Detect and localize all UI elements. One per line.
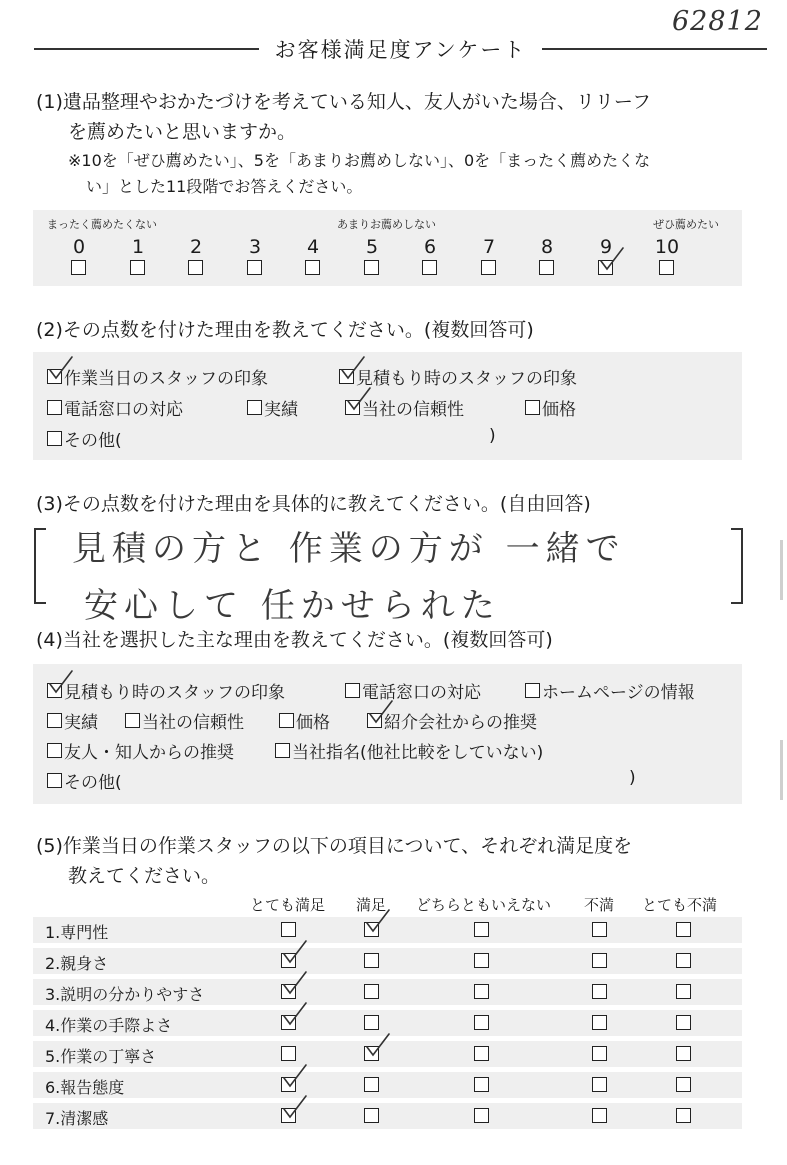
- rating-checkbox[interactable]: [364, 922, 379, 937]
- scale-checkbox-0[interactable]: [71, 260, 86, 275]
- table-row: [33, 1041, 742, 1067]
- option-label: ホームページの情報: [542, 683, 695, 703]
- q2-options-area: [33, 352, 742, 460]
- rating-checkbox[interactable]: [474, 1015, 489, 1030]
- scale-number-1: 1: [131, 236, 145, 258]
- q2-option-2[interactable]: [339, 364, 577, 389]
- q3-answer-line2: 安心して 任かせられた: [84, 586, 501, 626]
- q4-option-8[interactable]: [47, 738, 234, 763]
- rating-checkbox[interactable]: [474, 1077, 489, 1092]
- rating-checkbox[interactable]: [592, 1046, 607, 1061]
- scale-checkbox-6[interactable]: [422, 260, 437, 275]
- q5-text-line1: (5)作業当日の作業スタッフの以下の項目について、それぞれ満足度を: [36, 835, 633, 857]
- q4-option-9[interactable]: [275, 738, 543, 763]
- row-label: 7.清潔感: [45, 1109, 109, 1128]
- rating-checkbox[interactable]: [592, 1077, 607, 1092]
- q1-note-line1: ※10を「ぜひ薦めたい」、5を「あまりお薦めしない」、0を「まったく薦めたくな: [68, 151, 651, 170]
- q2-option-1[interactable]: [47, 364, 268, 389]
- q4-option-3[interactable]: [525, 678, 695, 703]
- rating-checkbox[interactable]: [592, 984, 607, 999]
- scale-label-low: まったく薦めたくない: [47, 218, 157, 231]
- q4-option-1[interactable]: [47, 678, 285, 703]
- rating-checkbox[interactable]: [676, 1108, 691, 1123]
- option-label: 実績: [264, 400, 298, 420]
- checkbox[interactable]: [47, 400, 62, 415]
- rating-checkbox[interactable]: [364, 984, 379, 999]
- q2-other-close: [489, 426, 496, 446]
- rating-checkbox[interactable]: [474, 1046, 489, 1061]
- col-neutral: どちらともいえない: [416, 896, 552, 914]
- q1-scale-area: [33, 210, 742, 286]
- scale-number-5: 5: [365, 236, 379, 258]
- rating-checkbox[interactable]: [364, 1077, 379, 1092]
- col-satisfied: 満足: [356, 896, 387, 914]
- scale-number-4: 4: [306, 236, 320, 258]
- rating-checkbox[interactable]: [474, 1108, 489, 1123]
- scale-number-6: 6: [423, 236, 437, 258]
- rating-checkbox[interactable]: [676, 984, 691, 999]
- rating-checkbox[interactable]: [364, 1015, 379, 1030]
- q4-other-close: [629, 768, 636, 788]
- q4-option-10[interactable]: [47, 768, 122, 793]
- scale-checkbox-10[interactable]: [659, 260, 674, 275]
- table-row: [33, 1103, 742, 1129]
- title-rule-right: [542, 48, 767, 50]
- q4-text: (4)当社を選択した主な理由を教えてください。(複数回答可): [36, 629, 553, 651]
- col-dissatisfied: 不満: [584, 896, 615, 914]
- col-very-satisfied: とても満足: [250, 896, 326, 914]
- checkbox[interactable]: [47, 773, 62, 788]
- rating-checkbox[interactable]: [364, 1046, 379, 1061]
- scale-label-high: ぜひ薦めたい: [653, 218, 719, 231]
- close-paren: ): [629, 768, 636, 788]
- row-label: 3.説明の分かりやすさ: [45, 985, 205, 1004]
- option-label: 当社指名(他社比較をしていない): [292, 743, 544, 763]
- q4-option-5[interactable]: [125, 708, 244, 733]
- option-label: 作業当日のスタッフの印象: [64, 369, 268, 389]
- q3-text: (3)その点数を付けた理由を具体的に教えてください。(自由回答): [36, 493, 591, 515]
- rating-checkbox[interactable]: [676, 1015, 691, 1030]
- table-row: [33, 948, 742, 974]
- option-label: 当社の信頼性: [142, 713, 244, 733]
- row-label: 2.親身さ: [45, 954, 109, 973]
- close-paren: ): [489, 426, 496, 446]
- survey-title-row: [34, 34, 767, 64]
- option-label: その他(: [64, 773, 122, 793]
- q2-option-5[interactable]: [345, 395, 464, 420]
- checkbox[interactable]: [47, 369, 62, 384]
- scale-number-8: 8: [540, 236, 554, 258]
- scale-checkbox-3[interactable]: [247, 260, 262, 275]
- rating-checkbox[interactable]: [281, 1077, 296, 1092]
- rating-checkbox[interactable]: [281, 953, 296, 968]
- table-row: [33, 1072, 742, 1098]
- q2-option-4[interactable]: [247, 395, 298, 420]
- option-label: 見積もり時のスタッフの印象: [64, 683, 285, 703]
- rating-checkbox[interactable]: [281, 1046, 296, 1061]
- rating-checkbox[interactable]: [676, 922, 691, 937]
- table-row: [33, 979, 742, 1005]
- scale-checkbox-7[interactable]: [481, 260, 496, 275]
- checkbox[interactable]: [47, 431, 62, 446]
- rating-checkbox[interactable]: [474, 984, 489, 999]
- q2-option-7[interactable]: [47, 426, 122, 451]
- q5-text-line2: 教えてください。: [68, 865, 221, 887]
- rating-checkbox[interactable]: [281, 922, 296, 937]
- scale-checkbox-5[interactable]: [364, 260, 379, 275]
- rating-checkbox[interactable]: [592, 953, 607, 968]
- survey-title: お客様満足度アンケート: [274, 38, 527, 62]
- scale-checkbox-2[interactable]: [188, 260, 203, 275]
- q1-note-line2: い」とした11段階でお答えください。: [86, 177, 363, 196]
- option-label: 価格: [296, 713, 330, 733]
- scale-number-10: 10: [654, 236, 680, 258]
- rating-checkbox[interactable]: [676, 1077, 691, 1092]
- option-label: その他(: [64, 431, 122, 451]
- checkbox[interactable]: [125, 713, 140, 728]
- checkbox[interactable]: [339, 369, 354, 384]
- option-label: 当社の信頼性: [362, 400, 464, 420]
- bracket-left: [34, 528, 46, 604]
- checkbox[interactable]: [279, 713, 294, 728]
- q4-option-7[interactable]: [367, 708, 537, 733]
- checkbox[interactable]: [367, 713, 382, 728]
- scale-number-7: 7: [482, 236, 496, 258]
- scale-checkbox-8[interactable]: [539, 260, 554, 275]
- q3-answer-line1: 見積の方と 作業の方が 一緒で: [72, 529, 626, 569]
- rating-checkbox[interactable]: [474, 922, 489, 937]
- checkbox[interactable]: [525, 683, 540, 698]
- q2-option-3[interactable]: [47, 395, 183, 420]
- rating-checkbox[interactable]: [592, 922, 607, 937]
- q2-option-6[interactable]: [525, 395, 576, 420]
- row-label: 1.専門性: [45, 923, 109, 942]
- scale-number-3: 3: [248, 236, 262, 258]
- q1-text-line2: を薦めたいと思いますか。: [68, 121, 297, 143]
- option-label: 価格: [542, 400, 576, 420]
- scale-number-9: 9: [599, 236, 613, 258]
- title-rule-left: [34, 48, 259, 50]
- page-edge-mark: [780, 740, 783, 800]
- bracket-right: [731, 528, 743, 604]
- scale-label-mid: あまりお薦めしない: [337, 218, 436, 231]
- scale-number-0: 0: [72, 236, 86, 258]
- rating-checkbox[interactable]: [676, 1046, 691, 1061]
- q4-options-area: [33, 664, 742, 804]
- col-very-dissatisfied: とても不満: [642, 896, 718, 914]
- option-label: 紹介会社からの推奨: [384, 713, 537, 733]
- rating-checkbox[interactable]: [676, 953, 691, 968]
- q4-option-6[interactable]: [279, 708, 330, 733]
- q4-option-4[interactable]: [47, 708, 98, 733]
- page-edge-mark: [780, 540, 783, 600]
- checkbox[interactable]: [47, 743, 62, 758]
- rating-checkbox[interactable]: [474, 953, 489, 968]
- document-number: 62812: [672, 6, 763, 37]
- checkbox[interactable]: [525, 400, 540, 415]
- option-label: 見積もり時のスタッフの印象: [356, 369, 577, 389]
- checkbox[interactable]: [247, 400, 262, 415]
- option-label: 実績: [64, 713, 98, 733]
- scale-number-2: 2: [189, 236, 203, 258]
- checkbox[interactable]: [345, 683, 360, 698]
- checkbox[interactable]: [47, 713, 62, 728]
- scale-checkbox-4[interactable]: [305, 260, 320, 275]
- rating-checkbox[interactable]: [281, 1015, 296, 1030]
- q1-text-line1: (1)遺品整理やおかたづけを考えている知人、友人がいた場合、リリーフ: [36, 91, 651, 113]
- option-label: 電話窓口の対応: [64, 400, 183, 420]
- rating-checkbox[interactable]: [281, 1108, 296, 1123]
- option-label: 電話窓口の対応: [362, 683, 481, 703]
- rating-checkbox[interactable]: [592, 1108, 607, 1123]
- scale-checkbox-1[interactable]: [130, 260, 145, 275]
- checkbox[interactable]: [47, 683, 62, 698]
- row-label: 6.報告態度: [45, 1078, 125, 1097]
- row-label: 4.作業の手際よさ: [45, 1016, 173, 1035]
- row-label: 5.作業の丁寧さ: [45, 1047, 157, 1066]
- scale-checkbox-9[interactable]: [598, 260, 613, 275]
- checkbox[interactable]: [345, 400, 360, 415]
- rating-checkbox[interactable]: [364, 953, 379, 968]
- checkbox[interactable]: [275, 743, 290, 758]
- table-row: [33, 917, 742, 943]
- rating-checkbox[interactable]: [364, 1108, 379, 1123]
- option-label: 友人・知人からの推奨: [64, 743, 234, 763]
- q2-text: (2)その点数を付けた理由を教えてください。(複数回答可): [36, 319, 534, 341]
- rating-checkbox[interactable]: [281, 984, 296, 999]
- rating-checkbox[interactable]: [592, 1015, 607, 1030]
